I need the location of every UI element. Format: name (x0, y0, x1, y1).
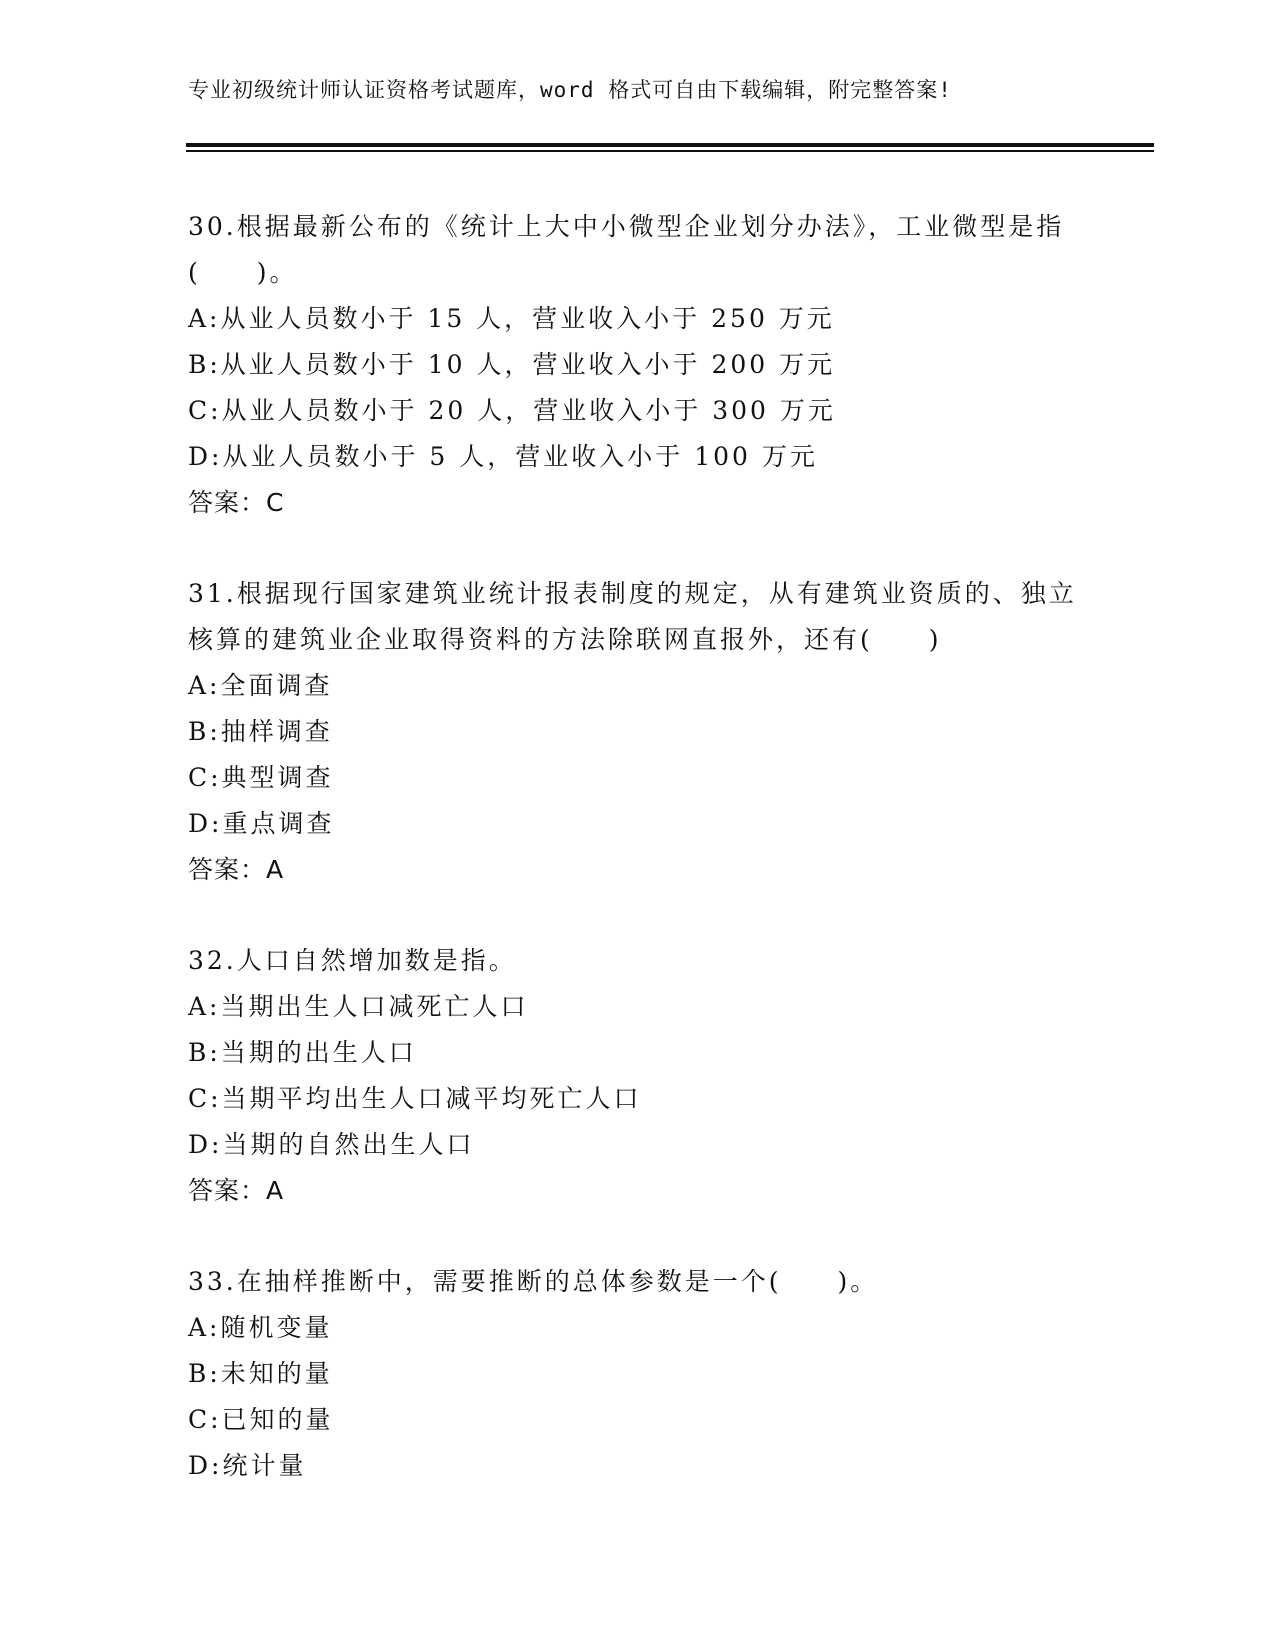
option-c: C:从业人员数小于 20 人，营业收入小于 300 万元 (188, 396, 836, 425)
answer-line: 答案：C (188, 488, 285, 517)
question-text: 31.根据现行国家建筑业统计报表制度的规定，从有建筑业资质的、独立核算的建筑业企业取得资料的方法除联网直报外，还有( ) (188, 579, 1077, 654)
option-d: D:从业人员数小于 5 人，营业收入小于 100 万元 (188, 442, 818, 471)
question-text: 32.人口自然增加数是指。 (188, 946, 517, 975)
question-32 (188, 938, 1088, 1214)
question-33 (188, 1259, 1088, 1489)
header-rule-thick (186, 143, 1154, 147)
question-31 (188, 571, 1088, 893)
option-a: A:当期出生人口减死亡人口 (188, 992, 529, 1021)
option-c: C:当期平均出生人口减平均死亡人口 (188, 1084, 642, 1113)
option-a: A:全面调查 (188, 671, 333, 700)
option-d: D:统计量 (188, 1451, 307, 1480)
option-b: B:从业人员数小于 10 人，营业收入小于 200 万元 (188, 350, 836, 379)
question-30 (188, 204, 1088, 526)
answer-line: 答案：A (188, 1176, 285, 1205)
option-a: A:从业人员数小于 15 人，营业收入小于 250 万元 (188, 304, 835, 333)
question-text: 33.在抽样推断中，需要推断的总体参数是一个( )。 (188, 1267, 879, 1296)
option-b: B:当期的出生人口 (188, 1038, 417, 1067)
option-d: D:重点调查 (188, 809, 335, 838)
answer-line: 答案：A (188, 855, 285, 884)
option-d: D:当期的自然出生人口 (188, 1130, 475, 1159)
question-text: 30.根据最新公布的《统计上大中小微型企业划分办法》，工业微型是指( )。 (188, 212, 1065, 287)
option-c: C:典型调查 (188, 763, 334, 792)
option-a: A:随机变量 (188, 1313, 333, 1342)
page-header: 专业初级统计师认证资格考试题库，word 格式可自由下载编辑，附完整答案! (188, 78, 952, 102)
option-b: B:抽样调查 (188, 717, 333, 746)
header-rule-thin (186, 150, 1154, 152)
question-list (188, 204, 1088, 1534)
option-c: C:已知的量 (188, 1405, 334, 1434)
option-b: B:未知的量 (188, 1359, 333, 1388)
